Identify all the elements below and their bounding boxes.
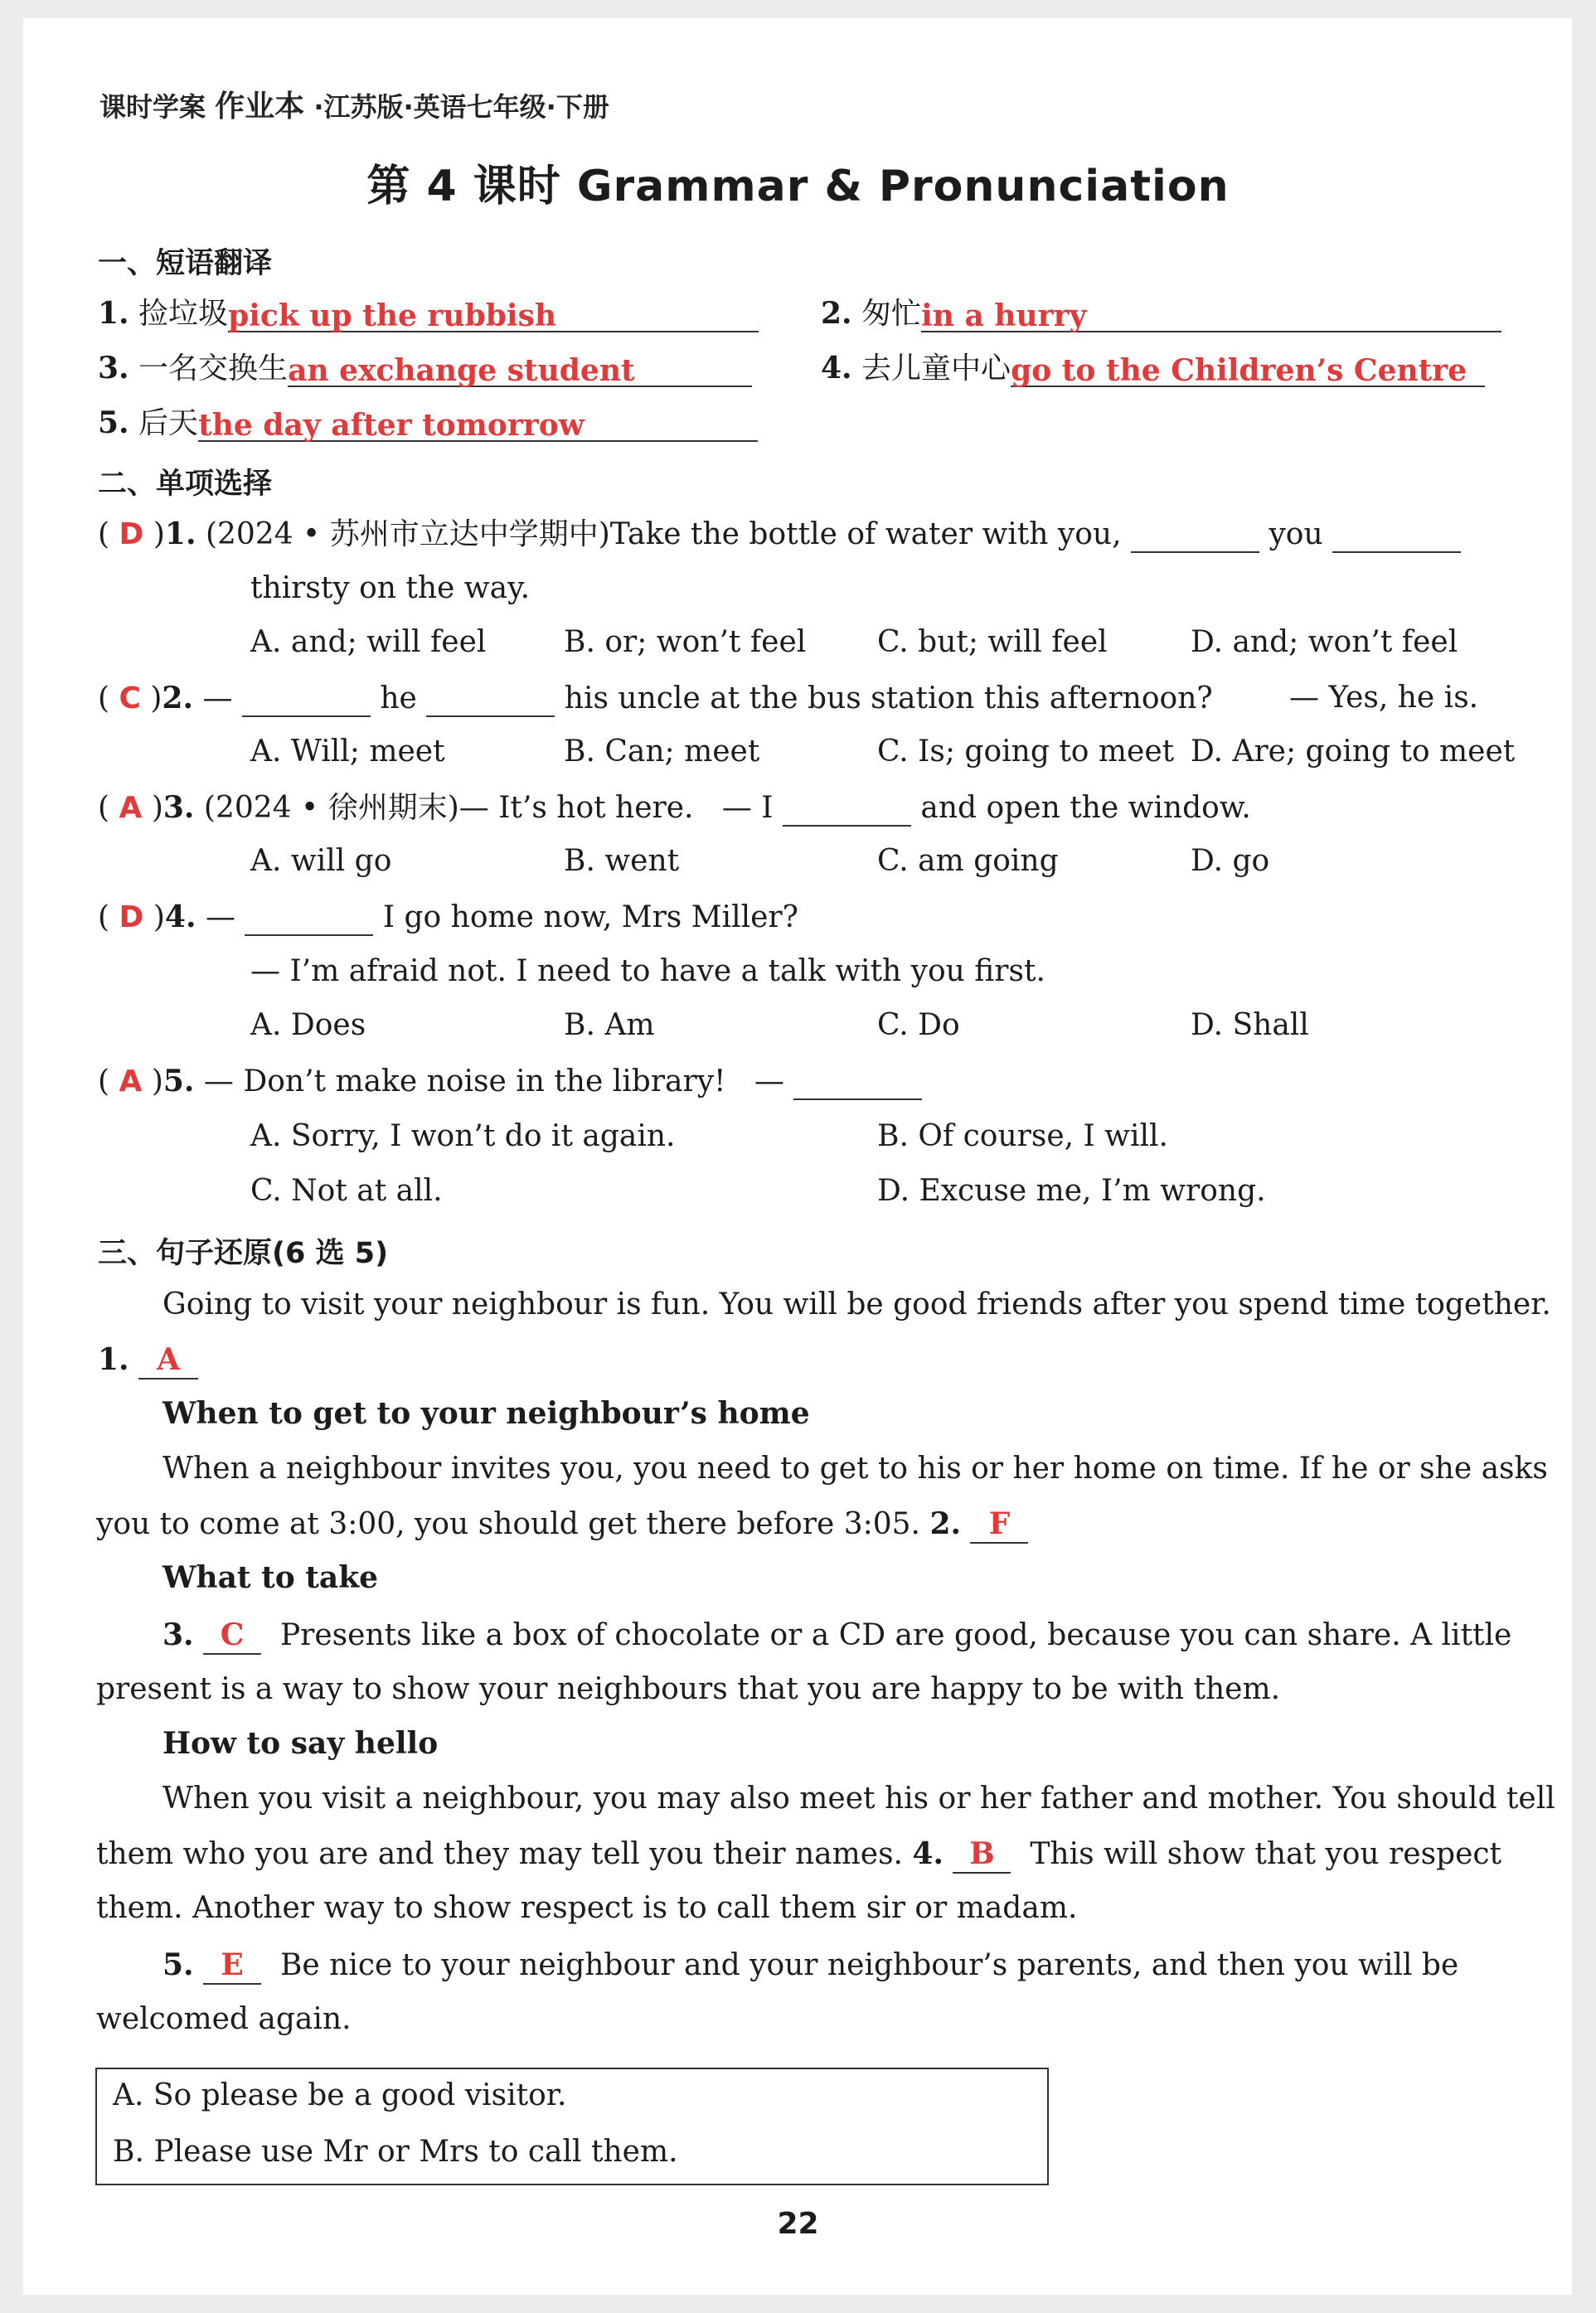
mc-option: C. Is; going to meet (877, 735, 1175, 769)
mc-question-1: ( D )1. (2024 • 苏州市立达中学期中)Take the bottle of water with you, you (98, 516, 1461, 553)
passage-blank-3: C (203, 1617, 261, 1655)
mc-option: C. but; will feel (877, 625, 1108, 659)
mc-option: B. or; won’t feel (564, 625, 807, 659)
phrase-item-5: 5. 后天the day after tomorrow (98, 405, 758, 442)
mc-answer-1: D (119, 517, 144, 551)
mc-question-4: ( D )4. — I go home now, Mrs Miller? (98, 900, 798, 934)
mc-option: B. Can; meet (564, 735, 760, 769)
phrase-item-1: 1. 捡垃圾pick up the rubbish (98, 295, 759, 332)
mc-option: D. go (1191, 844, 1270, 878)
passage-blank-4: B (953, 1835, 1011, 1874)
phrase-answer-5: the day after tomorrow (198, 407, 758, 442)
mc-option: A. Sorry, I won’t do it again. (250, 1119, 676, 1153)
header-book: 作业本 (215, 90, 305, 124)
passage-blank-1: 1. A (98, 1341, 198, 1380)
mc-option: A. will go (250, 844, 392, 878)
mc-option: B. Am (564, 1008, 655, 1042)
header-subject: 英语七年级 (413, 91, 546, 123)
mc-answer-4: D (119, 900, 144, 934)
phrase-answer-2: in a hurry (921, 298, 1501, 332)
mc-option: D. Are; going to meet (1191, 735, 1516, 769)
mc-option: A. Will; meet (250, 735, 445, 769)
sentence-option-b: B. Please use Mr or Mrs to call them. (113, 2135, 678, 2169)
page-number: 22 (777, 2207, 819, 2241)
phrase-item-2: 2. 匆忙in a hurry (821, 295, 1501, 332)
page-title: 第 4 课时 Grammar & Pronunciation (366, 162, 1230, 211)
section1-heading: 一、短语翻译 (98, 247, 273, 280)
book-header: 课时学案 作业本 ·江苏版·英语七年级·下册 (99, 90, 609, 124)
mc-option: C. am going (877, 844, 1059, 878)
mc-option: D. Excuse me, I’m wrong. (877, 1174, 1266, 1208)
passage-blank-2: F (970, 1506, 1028, 1544)
mc-answer-5: A (119, 1064, 143, 1098)
mc-option: C. Do (877, 1008, 960, 1042)
header-series: 课时学案 (99, 91, 206, 123)
mc-option: D. and; won’t feel (1191, 625, 1458, 659)
phrase-answer-1: pick up the rubbish (228, 298, 759, 332)
passage-blank-5: E (203, 1947, 261, 1985)
phrase-answer-3: an exchange student (288, 352, 752, 387)
mc-answer-2: C (119, 681, 141, 715)
mc-answer-3: A (119, 791, 143, 825)
mc-question-5: ( A )5. — Don’t make noise in the library! — (98, 1063, 922, 1100)
header-volume: 下册 (555, 91, 609, 123)
mc-option: A. and; will feel (250, 625, 487, 659)
phrase-item-4: 4. 去儿童中心go to the Children’s Centre (821, 350, 1485, 387)
mc-option: D. Shall (1191, 1008, 1309, 1042)
header-edition: 江苏版 (323, 91, 404, 123)
mc-question-3: ( A )3. (2024 • 徐州期末)— It’s hot here. — I and open the window. (98, 790, 1251, 825)
section2-heading: 二、单项选择 (98, 468, 273, 501)
passage-intro: Going to visit your neighbour is fun. You will be good friends after you spend time together. (163, 1287, 1551, 1321)
mc-option: C. Not at all. (250, 1174, 443, 1208)
section3-heading: 三、句子还原(6 选 5) (98, 1237, 389, 1270)
passage-subheading-1: When to get to your neighbour’s home (163, 1396, 810, 1431)
phrase-answer-4: go to the Children’s Centre (1011, 352, 1485, 387)
passage-subheading-3: How to say hello (163, 1726, 439, 1761)
mc-option: B. went (564, 844, 680, 878)
mc-option: A. Does (250, 1008, 366, 1042)
phrase-item-3: 3. 一名交换生an exchange student (98, 350, 752, 387)
sentence-option-a: A. So please be a good visitor. (113, 2078, 567, 2112)
passage-subheading-2: What to take (163, 1560, 379, 1595)
mc-question-2: ( C )2. — he his uncle at the bus station this afternoon? (98, 681, 1213, 715)
mc-option: B. Of course, I will. (877, 1119, 1168, 1153)
